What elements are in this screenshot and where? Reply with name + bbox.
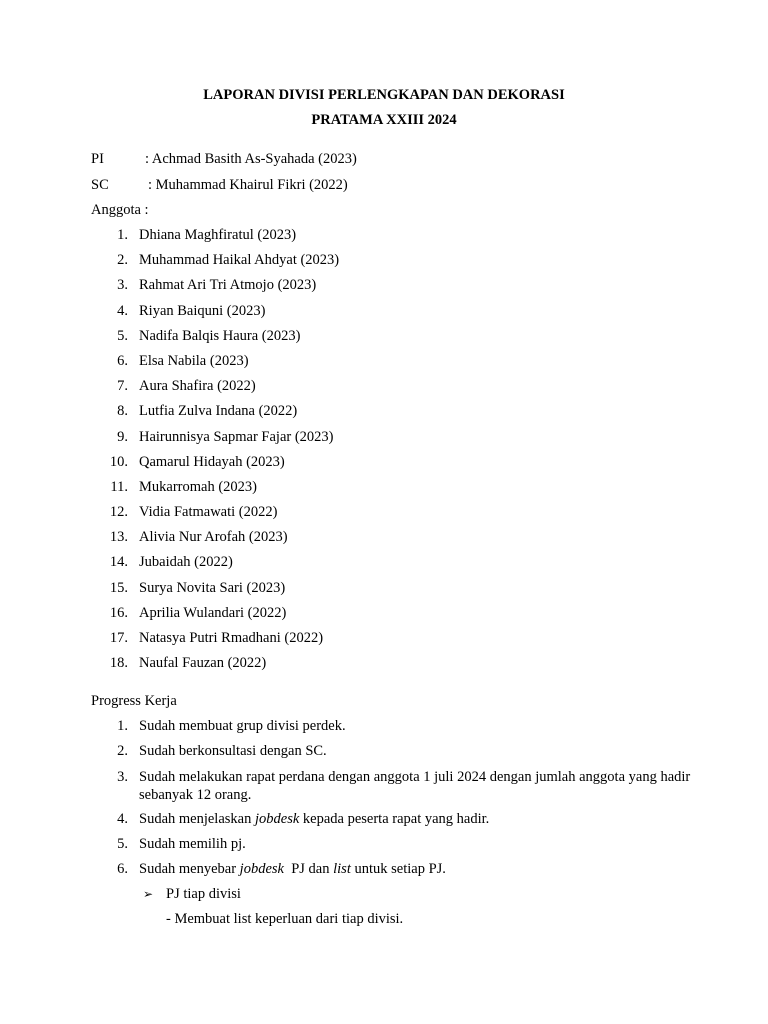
- arrow-bullet-icon: ➢: [143, 887, 154, 901]
- list-item: 4. Sudah menjelaskan jobdesk kepada peserta rapat yang hadir.: [117, 810, 490, 827]
- report-subtitle: PRATAMA XXIII 2024: [311, 112, 457, 128]
- progress-heading: Progress Kerja: [91, 693, 177, 709]
- list-item: 6. Sudah menyebar jobdesk PJ dan list untuk setiap PJ.: [117, 861, 446, 878]
- sc-label: SC: [91, 177, 109, 193]
- list-item: 2. Sudah berkonsultasi dengan SC.: [117, 743, 327, 760]
- sc-line: [91, 176, 348, 194]
- sc-value: : Muhammad Khairul Fikri (2022): [148, 177, 348, 193]
- list-item: 5. Sudah memilih pj.: [117, 835, 246, 852]
- list-item: 3. Sudah melakukan rapat perdana dengan anggota 1 juli 2024 dengan jumlah anggota yang hadir sebanyak 12 orang.: [117, 768, 691, 803]
- progress-list: [0, 717, 768, 885]
- list-item: 1. Sudah membuat grup divisi perdek.: [117, 718, 346, 734]
- sub-bullet-text: PJ tiap divisi: [166, 886, 241, 902]
- sub-description: - Membuat list keperluan dari tiap divisi.: [166, 911, 404, 927]
- pi-line: [91, 150, 357, 168]
- anggota-label: Anggota :: [91, 202, 149, 218]
- pi-label: PI: [91, 151, 104, 167]
- pi-value: : Achmad Basith As-Syahada (2023): [145, 151, 357, 167]
- document-page: LAPORAN DIVISI PERLENGKAPAN DAN DEKORASI PRATAMA XXIII 2024 PI : Achmad Basith As-Syahada (2023) SC : Muhammad Khairul Fikri (2022) Anggota : 1. Dhiana Maghfiratul (2023) 2. Muhammad Haikal Ahdyat (2023) 3. Rahmat Ari Tri Atmojo (2023) 4. Riyan Baiquni (2023) 5. Nadifa Balqis Haura (2023) 6. Elsa Nabila (2023) 7. Aura Shafira (2022) 8. Lutfia Zulva Indana (2022) 9. Hairunnisya Sapmar Fajar (2023) 10. Qamarul Hidayah (2023) 11. Mukarromah (2023) 12. Vidia Fatmawati (2022) 13. Alivia Nur Arofah (2023) 14. Jubaidah (2022) 15. Surya Novita Sari (2023) 16. Aprilia Wulandari (2022) 17. Natasya Putri Rmadhani (2022) 18. Naufal Fauzan (2022) Progress Kerja 1. Sudah membuat grup divisi perdek. 2. Sudah berkonsultasi dengan SC. 3. Sudah melakukan rapat perdana dengan anggota 1 juli 2024 dengan jumlah anggota yang hadir sebanyak 12 orang. 4. Sudah menjelaskan jobdesk kepada peserta rapat yang hadir. 5. Sudah memilih pj. 6. Sudah menyebar jobdesk PJ dan list untuk setiap PJ. ➢ PJ tiap divisi - Membuat list keperluan dari tiap divisi.: [0, 0, 768, 1024]
- sub-bullet: [143, 885, 241, 903]
- report-title: LAPORAN DIVISI PERLENGKAPAN DAN DEKORASI: [203, 87, 565, 103]
